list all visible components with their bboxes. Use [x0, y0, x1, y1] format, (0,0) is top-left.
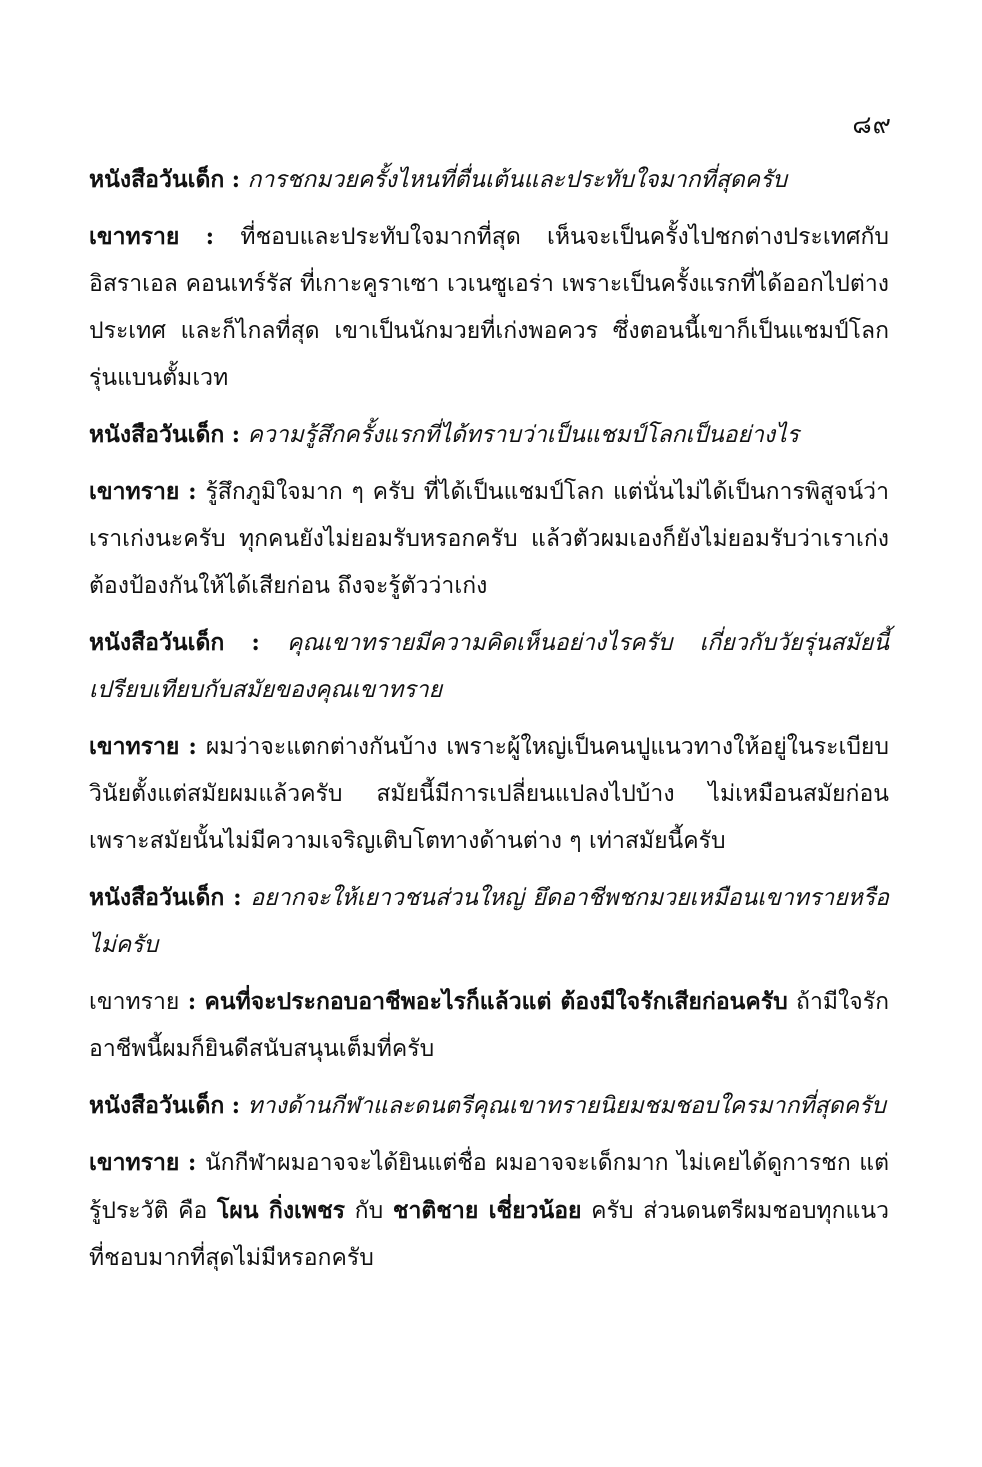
answer-text: ถ้ามีใจรักอาชีพนี้ผมก็ยินดีสนับสนุนเต็มที่ครับ [89, 989, 890, 1062]
answer-entry [89, 213, 889, 402]
boxer-name: โผน กิ่งเพชร [217, 1197, 346, 1224]
separator: : [205, 223, 215, 250]
page-number: ๘๙ [852, 110, 892, 139]
separator: : [188, 478, 197, 505]
question-entry [89, 874, 889, 969]
answer-text: ครับ ส่วนดนตรีผมชอบทุกแนว ที่ชอบมากที่สุดไม่มีหรอกครับ [89, 1198, 889, 1271]
question-entry [89, 1082, 889, 1130]
speaker-label: เขาทราย [89, 1149, 180, 1176]
answer-text: นักกีฬาผมอาจจะได้ยินแต่ชื่อ ผมอาจจะเด็กมาก ไม่เคยได้ดูการชก แต่รู้ประวัติ คือ [89, 1150, 890, 1224]
question-text: คุณเขาทรายมีความคิดเห็นอย่างไรครับ เกี่ยวกับวัยรุ่นสมัยนี้เปรียบเทียบกับสมัยของคุณเขาทราย [89, 630, 890, 703]
speaker-label: หนังสือวันเด็ก [89, 884, 225, 911]
separator: : [187, 1149, 197, 1176]
speaker-label: เขาทราย [89, 989, 180, 1015]
question-text: ทางด้านกีฬาและดนตรีคุณเขาทรายนิยมชมชอบใครมากที่สุดครับ [247, 1093, 886, 1119]
question-entry [89, 156, 889, 204]
answer-entry [89, 1139, 889, 1282]
question-entry [89, 411, 889, 459]
answer-entry [89, 978, 889, 1073]
separator: : [251, 629, 260, 656]
answer-text: รู้สึกภูมิใจมาก ๆ ครับ ที่ได้เป็นแชมป์โลก แต่นั่นไม่ได้เป็นการพิสูจน์ว่าเราเก่งนะครับ ทุกคนยังไม่ยอมรับหรอกครับ แล้วตัวผมเองก็ยังไม่ยอมรับว่าเราเก่ง ต้องป้องกันให้ได้เสียก่อน ถึงจะรู้ตัวว่าเก่ง [89, 479, 889, 599]
separator: : [231, 166, 241, 193]
separator: : [188, 733, 197, 760]
speaker-label: หนังสือวันเด็ก [89, 629, 225, 656]
boxer-name: ชาติชาย เชี่ยวน้อย [392, 1197, 582, 1224]
speaker-label: เขาทราย [89, 478, 180, 505]
question-text: อยากจะให้เยาวชนส่วนใหญ่ ยึดอาชีพชกมวยเหมือนเขาทรายหรือไม่ครับ [89, 885, 889, 958]
separator: : [233, 884, 242, 911]
speaker-label: เขาทราย [89, 223, 180, 250]
answer-text: ที่ชอบและประทับใจมากที่สุด เห็นจะเป็นครั้งไปชกต่างประเทศกับอิสราเอล คอนเทร์รัส ที่เกาะคูราเซา เวเนซูเอร่า เพราะเป็นครั้งแรกที่ได้ออกไปต่างประเทศ และก็ไกลที่สุด เขาเป็นนักมวยที่เก่งพอควร ซึ่งตอนนี้เขาก็เป็นแชมป์โลกรุ่นแบนตั้มเวท [89, 224, 889, 391]
answer-joiner: กับ [354, 1198, 384, 1224]
speaker-label: หนังสือวันเด็ก [89, 421, 225, 448]
question-text: ความรู้สึกครั้งแรกที่ได้ทราบว่าเป็นแชมป์โลกเป็นอย่างไร [247, 422, 800, 448]
speaker-label: เขาทราย [89, 733, 180, 760]
separator: : [187, 988, 197, 1015]
separator: : [231, 1092, 241, 1119]
interview-body [89, 156, 889, 1291]
speaker-label: หนังสือวันเด็ก [89, 1092, 225, 1119]
answer-text: ผมว่าจะแตกต่างกันบ้าง เพราะผู้ใหญ่เป็นคนปูแนวทางให้อยู่ในระเบียบวินัยตั้งแต่สมัยผมแล้วครับ สมัยนี้มีการเปลี่ยนแปลงไปบ้าง ไม่เหมือนสมัยก่อน เพราะสมัยนั้นไม่มีความเจริญเติบโตทางด้านต่าง ๆ เท่าสมัยนี้ครับ [89, 734, 890, 854]
answer-emphasis: คนที่จะประกอบอาชีพอะไรก็แล้วแต่ ต้องมีใจรักเสียก่อนครับ [204, 988, 788, 1015]
answer-entry [89, 468, 889, 610]
speaker-label: หนังสือวันเด็ก [89, 166, 225, 193]
answer-entry [89, 723, 889, 865]
question-entry [89, 619, 889, 714]
separator: : [231, 421, 241, 448]
question-text: การชกมวยครั้งไหนที่ตื่นเต้นและประทับใจมากที่สุดครับ [247, 167, 788, 193]
